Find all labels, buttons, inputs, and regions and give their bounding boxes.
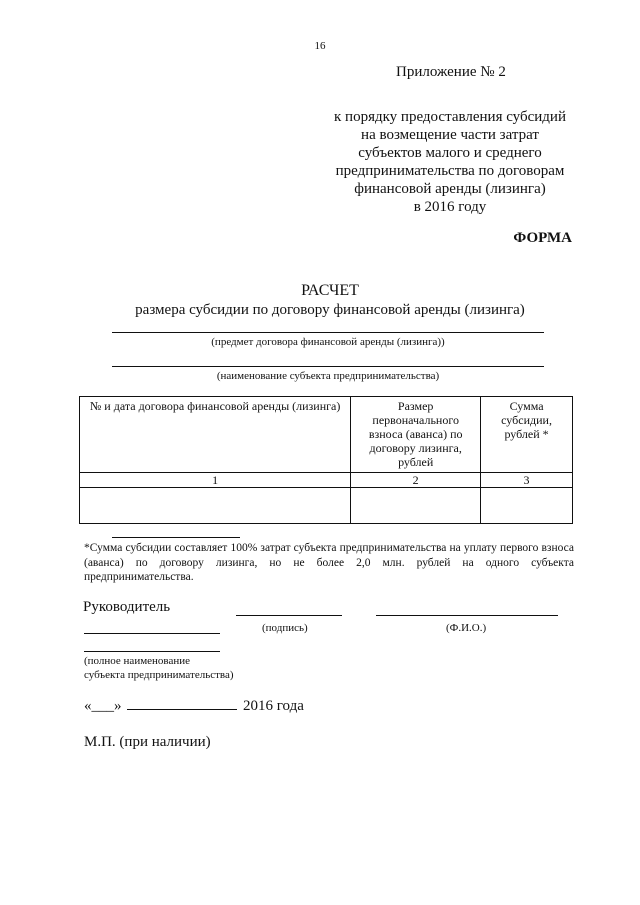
column-header-initial-payment: Размер первоначального взноса (аванса) по договору лизинга, рублей [351,397,481,473]
column-number: 2 [351,473,481,488]
table-row [80,488,573,524]
form-label: ФОРМА [513,230,572,246]
page-number: 16 [314,40,326,52]
appendix-subtitle-line: в 2016 году [413,199,487,215]
table-column-numbers-row [80,473,573,488]
column-header-subsidy-amount: Сумма субсидии, рублей * [481,397,573,473]
head-label: Руководитель [83,599,171,615]
appendix-subtitle-line: финансовой аренды (лизинга) [354,181,546,197]
calculation-table [79,396,573,524]
entity-name-blank-line[interactable] [112,366,544,367]
stamp-label: М.П. (при наличии) [84,734,211,750]
day-field[interactable]: «___» [84,698,122,714]
month-field[interactable] [127,697,237,710]
appendix-subtitle [300,108,600,216]
position-blank-line[interactable] [84,633,220,634]
appendix-title: Приложение № 2 [396,64,506,80]
footnote-separator [112,537,240,538]
column-header-contract: № и дата договора финансовой аренды (лизинга) [80,397,351,473]
entity-full-name-caption: субъекта предпринимательства) [84,669,234,681]
footnote: *Сумма субсидии составляет 100% затрат субъекта предпринимательства на уплату первого взноса (аванса) по договору лизинга, но не более 2,0 млн. рублей на одного субъекта предпринимательства. [84,542,574,583]
signature-caption: (подпись) [262,622,308,634]
appendix-subtitle-line: к порядку предоставления субсидий [334,109,566,125]
table-header-row [80,397,573,473]
appendix-subtitle-line: субъектов малого и среднего [358,145,542,161]
table-cell-contract[interactable] [80,488,351,524]
column-number: 1 [80,473,351,488]
entity-full-name-blank-line[interactable] [84,651,220,652]
column-number: 3 [481,473,573,488]
table-cell-subsidy-amount[interactable] [481,488,573,524]
appendix-subtitle-line: предпринимательства по договорам [335,163,565,179]
full-name-caption: (Ф.И.О.) [446,622,487,634]
lease-subject-caption: (предмет договора финансовой аренды (лизинга)) [211,336,445,348]
entity-full-name-caption: (полное наименование [84,655,191,667]
signature-blank-line[interactable] [236,615,342,616]
date-line [84,697,304,715]
entity-name-caption: (наименование субъекта предпринимательства) [216,370,440,382]
document-subtitle: размера субсидии по договору финансовой аренды (лизинга) [135,302,525,318]
lease-subject-blank-line[interactable] [112,332,544,333]
year-text: 2016 года [243,698,304,714]
table-cell-initial-payment[interactable] [351,488,481,524]
full-name-blank-line[interactable] [376,615,558,616]
appendix-subtitle-line: на возмещение части затрат [361,127,539,143]
document-title: РАСЧЕТ [301,282,359,299]
